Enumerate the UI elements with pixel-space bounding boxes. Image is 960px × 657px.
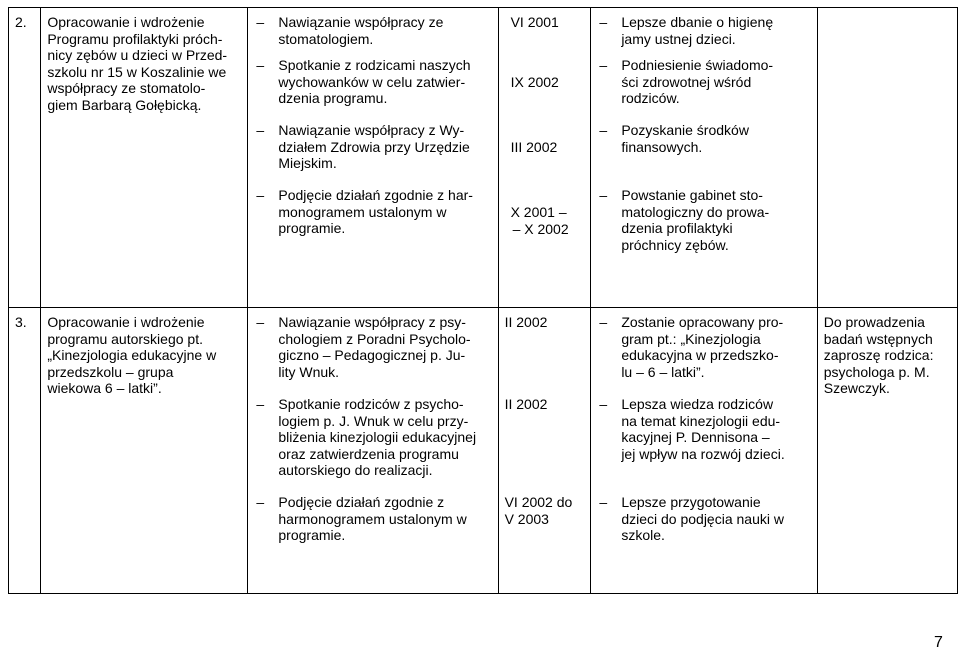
dash-bullet-icon: – bbox=[256, 494, 265, 510]
activity-line: autorskiego do realizacji. bbox=[278, 462, 433, 478]
result-line: edukacyjna w przedszko- bbox=[621, 347, 779, 363]
dates-cell bbox=[498, 308, 591, 594]
activity-line: stomatologiem. bbox=[278, 30, 374, 47]
note-line: zaproszę rodzica: bbox=[823, 347, 934, 363]
activity-line: Nawiązanie współpracy z psy- bbox=[278, 314, 466, 330]
date-item bbox=[505, 396, 585, 479]
task-line: współpracy ze stomatolo- bbox=[47, 80, 206, 96]
dash-bullet-icon: – bbox=[256, 57, 265, 73]
dash-bullet-icon: – bbox=[599, 122, 608, 138]
result-line: na temat kinezjologii edu- bbox=[621, 412, 781, 429]
date-item bbox=[511, 139, 585, 189]
task-line: giem Barbarą Gołębicką. bbox=[47, 96, 202, 113]
activity-item bbox=[254, 57, 491, 107]
activity-line: dzenia programu. bbox=[278, 90, 388, 106]
date-text: IX 2002 bbox=[510, 74, 559, 90]
activity-line: programie. bbox=[278, 527, 346, 543]
dash-bullet-icon: – bbox=[256, 122, 265, 138]
dash-bullet-icon: – bbox=[256, 14, 265, 30]
result-line: Pozyskanie środków bbox=[621, 122, 749, 138]
result-line: Lepsze przygotowanie bbox=[621, 494, 761, 510]
result-line: kacyjnej P. Dennisona – bbox=[621, 429, 770, 445]
activity-item bbox=[254, 14, 491, 47]
result-line: ści zdrowotnej wśród bbox=[621, 73, 752, 90]
result-item bbox=[597, 14, 810, 47]
task-line: nicy zębów u dzieci w Przed- bbox=[47, 47, 228, 63]
date-item bbox=[505, 494, 585, 527]
task-cell bbox=[41, 308, 248, 594]
task-line: „Kinezjologia edukacyjne w bbox=[47, 347, 217, 363]
notes-cell bbox=[817, 308, 957, 594]
task-line: wiekowa 6 – latki”. bbox=[47, 380, 162, 396]
task-cell bbox=[41, 8, 248, 308]
activity-line: logiem p. J. Wnuk w celu przy- bbox=[278, 412, 469, 429]
page-number: 7 bbox=[934, 634, 943, 651]
dates-cell bbox=[498, 8, 591, 308]
result-line: gram pt.: „Kinezjologia bbox=[621, 330, 761, 347]
date-text: – X 2002 bbox=[512, 220, 569, 237]
result-line: rodziców. bbox=[621, 90, 680, 106]
table-row bbox=[9, 8, 958, 308]
results-cell bbox=[591, 8, 817, 308]
result-line: lu – 6 – latki”. bbox=[621, 363, 705, 380]
result-item bbox=[597, 396, 810, 479]
row-number: 2. bbox=[15, 14, 27, 30]
date-text: V 2003 bbox=[504, 510, 549, 527]
date-text: III 2002 bbox=[510, 139, 558, 155]
date-item bbox=[505, 314, 585, 380]
activity-item bbox=[254, 314, 491, 380]
result-line: Zostanie opracowany pro- bbox=[621, 314, 784, 330]
dash-bullet-icon: – bbox=[599, 314, 608, 330]
activity-item bbox=[254, 187, 491, 237]
task-line: programu autorskiego pt. bbox=[47, 330, 203, 347]
result-line: szkole. bbox=[621, 527, 665, 543]
dash-bullet-icon: – bbox=[256, 187, 265, 203]
date-text: VI 2001 bbox=[510, 14, 559, 30]
activities-cell bbox=[248, 308, 498, 594]
activity-line: chologiem z Poradni Psycholo- bbox=[278, 330, 471, 347]
row-number-cell bbox=[9, 308, 41, 594]
task-line: Opracowanie i wdrożenie bbox=[47, 14, 205, 30]
activity-item bbox=[254, 494, 491, 544]
date-item bbox=[511, 14, 585, 47]
activity-item bbox=[254, 122, 491, 172]
activity-line: harmonogramem ustalonym w bbox=[278, 510, 467, 527]
activities-cell bbox=[248, 8, 498, 308]
date-text: VI 2002 do bbox=[504, 494, 573, 510]
date-text: II 2002 bbox=[504, 314, 548, 330]
activity-item bbox=[254, 396, 491, 479]
activity-line: giczno – Pedagogicznej p. Ju- bbox=[278, 347, 466, 363]
result-line: matologiczny do prowa- bbox=[621, 203, 770, 220]
activity-line: Miejskim. bbox=[278, 155, 337, 171]
activity-line: bliżenia kinezjologii edukacyjnej bbox=[278, 429, 477, 445]
result-line: Powstanie gabinet sto- bbox=[621, 187, 763, 203]
activity-line: Podjęcie działań zgodnie z bbox=[278, 494, 445, 510]
activity-line: wychowanków w celu zatwier- bbox=[278, 73, 466, 90]
result-line: Lepsza wiedza rodziców bbox=[621, 396, 774, 412]
note-line: badań wstępnych bbox=[823, 330, 933, 347]
task-line: Opracowanie i wdrożenie bbox=[47, 314, 205, 330]
activity-line: działem Zdrowia przy Urzędzie bbox=[278, 138, 470, 155]
dash-bullet-icon: – bbox=[256, 314, 265, 330]
notes-cell bbox=[817, 8, 957, 308]
result-line: jej wpływ na rozwój dzieci. bbox=[621, 445, 785, 462]
date-item bbox=[511, 204, 585, 237]
task-line: Programu profilaktyki próch- bbox=[47, 30, 223, 47]
table-row bbox=[9, 308, 958, 594]
activity-line: Podjęcie działań zgodnie z har- bbox=[278, 187, 473, 203]
result-line: finansowych. bbox=[621, 138, 703, 155]
row-number-cell bbox=[9, 8, 41, 308]
dash-bullet-icon: – bbox=[599, 14, 608, 30]
dash-bullet-icon: – bbox=[599, 494, 608, 510]
dash-bullet-icon: – bbox=[599, 396, 608, 412]
activity-line: monogramem ustalonym w bbox=[278, 203, 447, 220]
results-cell bbox=[591, 308, 817, 594]
activity-line: Nawiązanie współpracy z Wy- bbox=[278, 122, 465, 138]
activity-line: Nawiązanie współpracy ze bbox=[278, 14, 444, 30]
result-line: próchnicy zębów. bbox=[621, 236, 729, 253]
result-line: dzenia profilaktyki bbox=[621, 220, 733, 236]
date-text: II 2002 bbox=[504, 396, 548, 412]
task-line: przedszkolu – grupa bbox=[47, 363, 174, 380]
note-line: psychologa p. M. bbox=[823, 363, 930, 380]
result-item bbox=[597, 187, 810, 253]
result-item bbox=[597, 122, 810, 172]
activity-line: oraz zatwierdzenia programu bbox=[278, 445, 459, 462]
result-item bbox=[597, 314, 810, 380]
result-line: Lepsze dbanie o higienę bbox=[621, 14, 774, 30]
activity-line: programie. bbox=[278, 220, 346, 236]
dash-bullet-icon: – bbox=[256, 396, 265, 412]
activity-line: Spotkanie z rodzicami naszych bbox=[278, 57, 471, 73]
note-line: Do prowadzenia bbox=[823, 314, 925, 330]
result-line: Podniesienie świadomo- bbox=[621, 57, 774, 73]
result-item bbox=[597, 57, 810, 107]
dash-bullet-icon: – bbox=[599, 57, 608, 73]
plan-table bbox=[8, 7, 958, 594]
date-item bbox=[511, 74, 585, 107]
result-item bbox=[597, 494, 810, 544]
dash-bullet-icon: – bbox=[599, 187, 608, 203]
note-line: Szewczyk. bbox=[823, 380, 890, 396]
result-line: dzieci do podjęcia nauki w bbox=[621, 510, 784, 527]
date-text: X 2001 – bbox=[510, 204, 567, 220]
activity-line: Spotkanie rodziców z psycho- bbox=[278, 396, 464, 412]
result-line: jamy ustnej dzieci. bbox=[621, 30, 736, 47]
row-number: 3. bbox=[15, 314, 27, 330]
task-line: szkolu nr 15 w Koszalinie we bbox=[47, 63, 227, 80]
activity-line: lity Wnuk. bbox=[278, 363, 340, 380]
